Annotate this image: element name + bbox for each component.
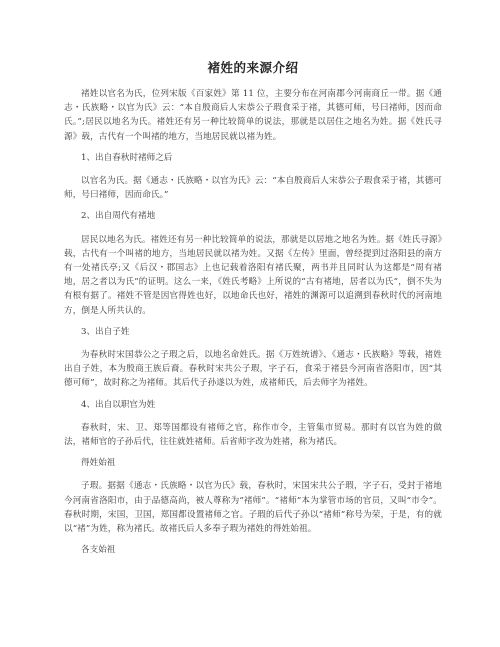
intro-paragraph: 褚姓以官名为氏，位列宋版《百家姓》第 11 位，主要分布在河南郡今河南商丘一带。据《通志・氏族略・以官为氏》云：“本自殷商后人宋恭公子瑕食采于褚，其德可师，号曰褚师，因而命氏。”;居民以地名为氏。褚姓还有另一种比较简单的说法，那就是以居住之地名为姓。据《姓氏寻源》载，古代有一个叫褚的地方，当地居民就以褚为姓。 <box>64 89 442 142</box>
section-6-heading: 各支始祖 <box>81 545 116 556</box>
section-3-body: 为春秋时宋国恭公之子瑕之后，以地名命姓氏。据《万姓统谱》、《通志・氏族略》等载，褚姓出自子姓，本为殷商王族后裔。春秋时宋共公子瑕，字子石，食采于褚县今河南省洛阳市，因“其德可师”，故时称之为褚师。其后代子孙遂以为姓，成褚师氏，后去师字为褚姓。 <box>64 350 442 389</box>
section-5-body: 子瑕。据据《通志・氏族略・以官为氏》载，春秋时，宋国宋共公子瑕，字子石，受封于褚地今河南省洛阳市，由于品德高尚，被人尊称为“褚师”。“褚师”本为掌管市场的官员，又叫“市令”。春秋时期，宋国，卫国，郑国都设置褚师之官。子瑕的后代子孙以“褚师”称号为荣，于是，有的就以“褚”为姓，称为褚氏。故褚氏后人多奉子瑕为褚姓的得姓始祖。 <box>64 481 442 535</box>
section-4-body: 春秋时，宋、卫、郑等国都设有褚师之官，称作市令，主管集市贸易。那时有以官为姓的做法，褚师官的子孙后代，往往就姓褚师。后省师字改为姓褚，称为褚氏。 <box>64 422 442 448</box>
section-2-heading: 2、出自周代有褚地 <box>81 211 156 222</box>
document-title: 褚姓的来源介绍 <box>207 60 299 75</box>
section-1-body: 以官名为氏。据《通志・氏族略・以官为氏》云：“本自殷商后人宋恭公子瑕食采于褚，其德可师，号曰褚师，因而命氏。” <box>64 176 442 201</box>
section-3-heading: 3、出自子姓 <box>81 326 130 337</box>
section-2-body: 居民以地名为氏。褚姓还有另一种比较简单的说法，那就是以居地之地名为姓。据《姓氏寻源》载，古代有一个叫褚的地方，当地居民就以褚为姓。又据《左传》里面，曾经提到过洛阳县的南方有一处褚氏亭;又《后汉・郡国志》上也记载着洛阳有褚氏聚，两书并且同时认为这都是“周有褚地，居之者以为氏”的证明。这么一来，《姓氏考略》上所说的“古有褚地，居者以为氏”，倒不失为有根有据了。褚姓不管是因官得姓也好，以地命氏也好，褚姓的渊源可以追溯到春秋时代的河南地方，倒是人所共认的。 <box>64 234 442 316</box>
section-1-heading: 1、出自春秋时褚师之后 <box>81 152 173 163</box>
section-4-heading: 4、出自以职官为姓 <box>81 399 156 410</box>
section-5-heading: 得姓始祖 <box>81 458 116 469</box>
